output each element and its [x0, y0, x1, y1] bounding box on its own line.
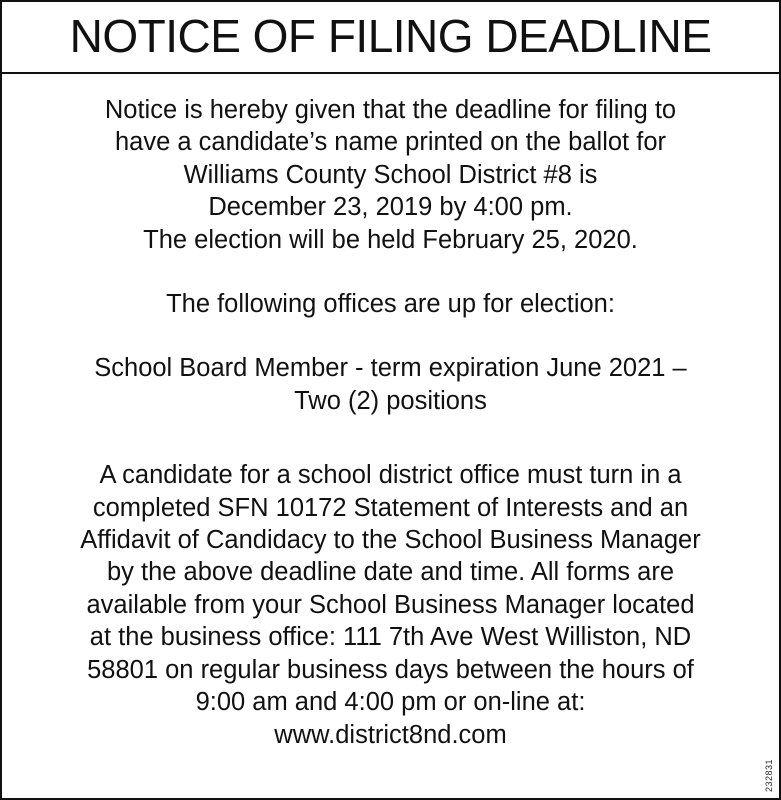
instructions-paragraph — [16, 459, 765, 751]
offices-list — [16, 352, 765, 417]
offices-heading: The following offices are up for election: — [166, 290, 615, 319]
instructions-line: available from your School Business Manager located — [86, 590, 695, 619]
deadline-line: Williams County School District #8 is — [183, 160, 598, 189]
instructions-line: Affidavit of Candidacy to the School Business Manager — [80, 526, 701, 555]
ad-id-number: 232831 — [764, 758, 774, 792]
office-item: School Board Member - term expiration June 2021 – — [94, 354, 687, 383]
deadline-paragraph — [16, 94, 765, 256]
deadline-line: Notice is hereby given that the deadline for filing to — [104, 96, 677, 124]
paragraph-spacer — [16, 320, 765, 352]
paragraph-spacer — [16, 256, 765, 288]
instructions-line: A candidate for a school district office must turn in a — [99, 461, 682, 490]
office-positions: Two (2) positions — [294, 386, 487, 415]
website-line: www.district8nd.com — [274, 720, 507, 749]
notice-title: NOTICE OF FILING DEADLINE — [69, 10, 712, 62]
notice-body — [2, 74, 779, 751]
deadline-line: have a candidate’s name printed on the ballot for — [115, 128, 666, 157]
instructions-line: at the business office: 111 7th Ave West Williston, ND — [89, 623, 692, 652]
instructions-line: completed SFN 10172 Statement of Interests and an — [92, 493, 689, 522]
instructions-line: by the above deadline date and time. All forms are — [106, 558, 674, 587]
election-date-line: The election will be held February 25, 2020. — [143, 225, 638, 254]
deadline-line: December 23, 2019 by 4:00 pm. — [208, 193, 573, 222]
instructions-line: 9:00 am and 4:00 pm or on-line at: — [195, 688, 586, 717]
instructions-line: 58801 on regular business days between the hours of — [87, 655, 694, 684]
paragraph-spacer — [16, 417, 765, 459]
